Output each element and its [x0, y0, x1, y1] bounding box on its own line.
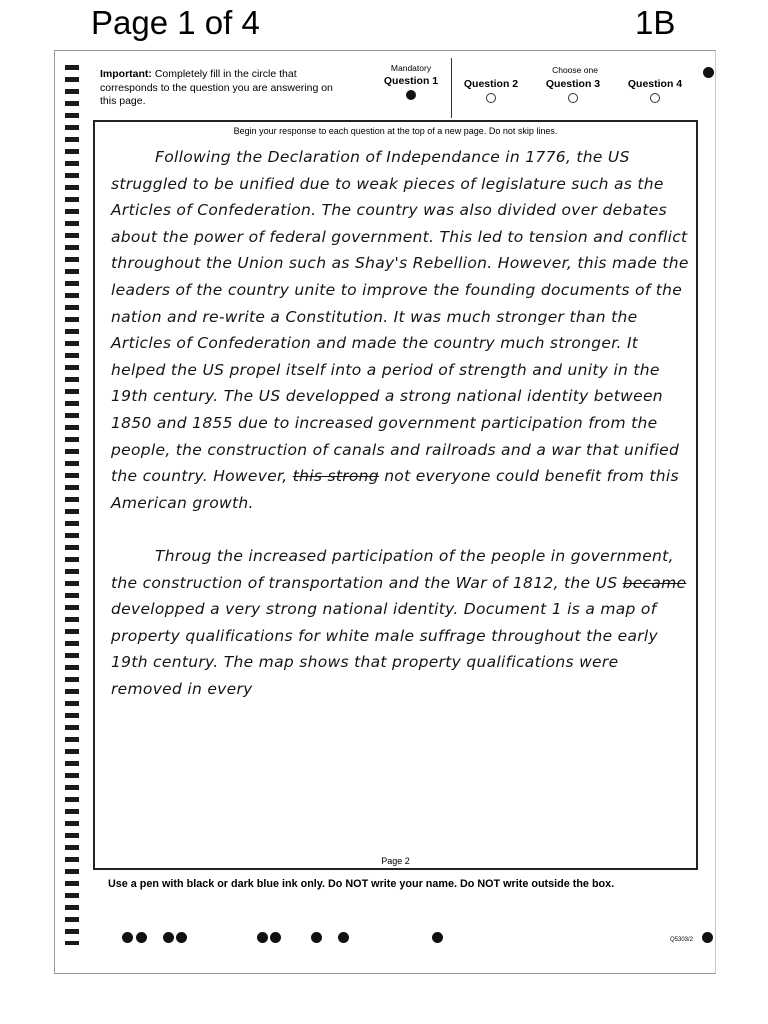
box-instruction: Begin your response to each question at the top of a new page. Do not skip lines. — [233, 126, 558, 136]
question-2-group — [452, 77, 530, 103]
question-4-group — [616, 77, 694, 103]
timing-dot — [338, 932, 349, 943]
timing-marks-column — [65, 65, 79, 945]
answer-box — [93, 120, 698, 870]
timing-dot — [432, 932, 443, 943]
choose-one-label: Choose one — [552, 65, 598, 75]
timing-dot — [122, 932, 133, 943]
question-3-group — [534, 77, 612, 103]
question-1-label: Question 1 — [383, 75, 439, 87]
paragraph-1-text: Following the Declaration of Independance in 1776, the US struggled to be unified due to weak pieces of legislature such as the Articles of Confederation. The country was also divided over debates about the power of federal government. This led to tension and conflict throughout the Union such as Shay's Rebellion. However, this made the leaders of the country unite to improve the founding documents of the nation and re-write a Constitution. It was much stronger than the Articles of Confederation and made the country much stronger. It helped the US propel itself into a period of strength and unity in the 19th century. The US developped a strong national identity between 1850 and 1855 due to increased government participation from the people, the construction of canals and railroads and a war that unified the country. However, — [111, 148, 689, 486]
question-4-bubble[interactable] — [650, 93, 660, 103]
registration-mark-bottom-right — [702, 932, 713, 943]
instruction-bold: Important: — [100, 68, 152, 80]
response-paragraph-2 — [111, 543, 690, 703]
paragraph-2-continuation: developped a very strong national identity. Document 1 is a map of property qualifications for white male suffrage throughout the early 19th century. The map shows that property qualifications were removed in every — [111, 600, 659, 698]
timing-dot — [176, 932, 187, 943]
question-3-label: Question 3 — [545, 78, 601, 90]
handwritten-response — [111, 144, 690, 702]
question-2-bubble[interactable] — [486, 93, 496, 103]
timing-dot — [136, 932, 147, 943]
registration-mark-top-right — [703, 67, 714, 78]
page-label: Page 1 of 4 — [91, 4, 260, 41]
page-number: Page 2 — [381, 856, 410, 866]
question-2-label: Question 2 — [463, 78, 519, 90]
timing-dot — [257, 932, 268, 943]
question-3-bubble[interactable] — [568, 93, 578, 103]
paragraph-1-continuation: not everyone could benefit from this American growth. — [111, 467, 679, 512]
question-4-label: Question 4 — [627, 78, 683, 90]
form-code: 1B — [635, 4, 676, 41]
mandatory-label: Mandatory — [390, 63, 432, 73]
paragraph-2-strikethrough: became — [622, 573, 687, 592]
response-paragraph-1 — [111, 144, 690, 516]
paragraph-2-text: Throug the increased participation of the people in government, the construction of transportation and the War of 1812, the US — [111, 546, 674, 592]
question-1-bubble[interactable] — [406, 90, 416, 100]
instruction-text: Completely fill in the circle that corresponds to the question you are answering on this page. — [100, 68, 333, 107]
timing-dot — [270, 932, 281, 943]
footer-instruction: Use a pen with black or dark blue ink only. Do NOT write your name. Do NOT write outside the box. — [108, 878, 615, 890]
header-instruction — [100, 68, 345, 109]
paragraph-1-strikethrough: this strong — [292, 467, 379, 486]
mandatory-group — [372, 63, 450, 100]
timing-dot — [311, 932, 322, 943]
timing-dot — [163, 932, 174, 943]
form-serial: Q5303/2 — [670, 937, 694, 943]
